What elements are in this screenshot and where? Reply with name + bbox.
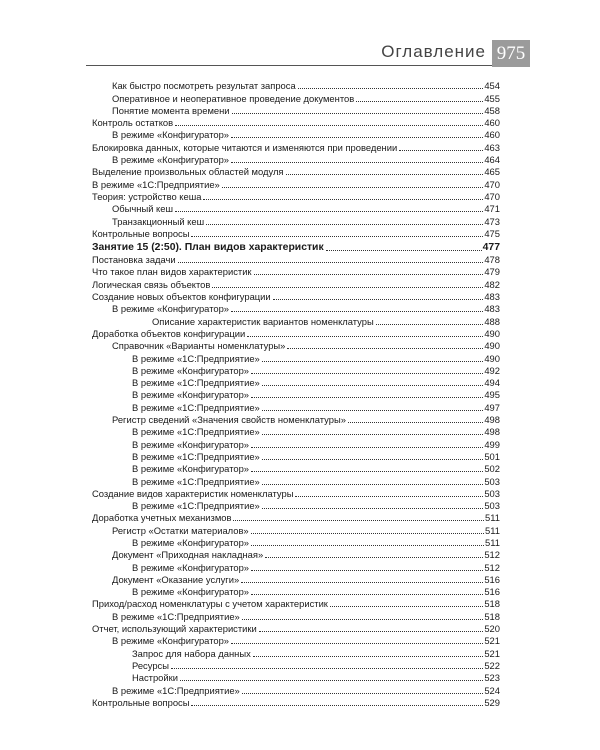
dot-leader: [376, 324, 484, 325]
header-title: Оглавление: [381, 42, 486, 61]
dot-leader: [242, 619, 484, 620]
toc-entry[interactable]: [92, 389, 500, 401]
dot-leader: [191, 236, 483, 237]
toc-entry[interactable]: [92, 266, 500, 278]
toc-entry-title: Контрольные вопросы: [92, 227, 190, 239]
dot-leader: [251, 533, 484, 534]
toc-entry[interactable]: [92, 586, 500, 598]
toc-entry-title: В режиме «1С:Предприятие»: [132, 475, 260, 487]
toc-entry[interactable]: [92, 278, 500, 290]
toc-entry-title: В режиме «1С:Предприятие»: [112, 610, 240, 622]
toc-entry[interactable]: [92, 215, 500, 227]
toc-entry-title: Регистр сведений «Значения свойств номенклатуры»: [112, 414, 346, 426]
toc-entry[interactable]: [92, 463, 500, 475]
toc-entry-page: 482: [484, 278, 500, 290]
toc-entry[interactable]: [92, 684, 500, 696]
toc-entry-title: Теория: устройство кеша: [92, 190, 202, 202]
toc-entry-page: 479: [484, 266, 500, 278]
toc-entry-page: 502: [484, 463, 500, 475]
toc-entry[interactable]: [92, 352, 500, 364]
toc-entry[interactable]: [92, 623, 500, 635]
toc-entry-title: Контроль остатков: [92, 117, 174, 129]
toc-entry-page: 518: [484, 610, 500, 622]
dot-leader: [231, 162, 483, 163]
toc-entry-page: 498: [484, 414, 500, 426]
toc-entry-title: В режиме «1С:Предприятие»: [132, 401, 260, 413]
header-rule: [86, 65, 492, 66]
toc-entry-title: В режиме «1С:Предприятие»: [92, 178, 220, 190]
toc-entry-title: Выделение произвольных областей модуля: [92, 166, 284, 178]
toc-entry-page: 516: [484, 573, 500, 585]
toc-entry-title: Приход/расход номенклатуры с учетом характеристик: [92, 598, 328, 610]
dot-leader: [295, 496, 483, 497]
toc-entry-page: 465: [484, 166, 500, 178]
toc-entry-title: Создание видов характеристик номенклатуры: [92, 487, 294, 499]
dot-leader: [262, 361, 484, 362]
toc-entry[interactable]: [92, 635, 500, 647]
toc-entry-title: В режиме «1С:Предприятие»: [132, 450, 260, 462]
toc-entry[interactable]: [92, 291, 500, 303]
toc-entry[interactable]: [92, 697, 500, 709]
toc-entry[interactable]: [92, 129, 500, 141]
toc-entry[interactable]: [92, 549, 500, 561]
toc-entry-page: 460: [484, 129, 500, 141]
dot-leader: [262, 434, 484, 435]
toc-entry[interactable]: [92, 141, 500, 153]
toc-entry[interactable]: [92, 92, 500, 104]
toc-entry-title: В режиме «Конфигуратор»: [132, 389, 250, 401]
dot-leader: [251, 397, 483, 398]
dot-leader: [171, 668, 483, 669]
toc-entry-page: 511: [485, 536, 500, 548]
toc-entry[interactable]: [92, 488, 500, 500]
toc-entry-page: 454: [484, 80, 500, 92]
toc-entry-page: 521: [484, 647, 500, 659]
toc-entry[interactable]: [92, 414, 500, 426]
toc-entry[interactable]: [92, 647, 500, 659]
toc-entry[interactable]: [92, 524, 500, 536]
toc-entry[interactable]: [92, 328, 500, 340]
toc-entry-page: 463: [484, 141, 500, 153]
toc-entry-page: 458: [484, 104, 500, 116]
dot-leader: [262, 508, 484, 509]
toc-entry[interactable]: [92, 80, 500, 92]
toc-entry[interactable]: [92, 500, 500, 512]
dot-leader: [222, 187, 484, 188]
dot-leader: [212, 287, 483, 288]
toc-entry-page: 523: [484, 672, 500, 684]
dot-leader: [298, 88, 484, 89]
dot-leader: [175, 211, 483, 212]
toc-entry[interactable]: [92, 105, 500, 117]
dot-leader: [348, 422, 483, 423]
dot-leader: [180, 680, 483, 681]
toc-entry[interactable]: [92, 660, 500, 672]
dot-leader: [251, 373, 483, 374]
dot-leader: [233, 520, 484, 521]
toc-entry-page: 483: [484, 291, 500, 303]
toc-entry-title: Отчет, использующий характеристики: [92, 623, 257, 635]
dot-leader: [242, 693, 484, 694]
toc-entry-title: Контрольные вопросы: [92, 696, 190, 708]
toc-entry-page: 470: [484, 178, 500, 190]
toc-entry-page: 529: [484, 696, 500, 708]
toc-entry-title: Блокировка данных, которые читаются и изменяются при проведении: [92, 141, 398, 153]
dot-leader: [251, 447, 483, 448]
page-number: 975: [492, 40, 530, 67]
toc-entry[interactable]: [92, 426, 500, 438]
toc-entry-title: Доработка объектов конфигурации: [92, 327, 246, 339]
dot-leader: [287, 348, 483, 349]
toc-entry-title: Доработка учетных механизмов: [92, 512, 232, 524]
toc-entry-page: 520: [484, 623, 500, 635]
toc-entry-title: Обычный кеш: [112, 203, 173, 215]
toc-entry-title: Что такое план видов характеристик: [92, 266, 252, 278]
dot-leader: [191, 705, 483, 706]
toc-entry[interactable]: [92, 377, 500, 389]
toc-entry-page: 460: [484, 117, 500, 129]
dot-leader: [399, 150, 483, 151]
toc-entry-title: Документ «Оказание услуги»: [112, 573, 240, 585]
toc-entry-title: В режиме «Конфигуратор»: [132, 536, 250, 548]
dot-leader: [175, 125, 483, 126]
toc-entry-page: 503: [484, 500, 500, 512]
toc-entry-page: 516: [484, 586, 500, 598]
dot-leader: [286, 174, 484, 175]
dot-leader: [247, 336, 483, 337]
toc-entry-title: В режиме «Конфигуратор»: [112, 154, 230, 166]
toc-entry-title: В режиме «Конфигуратор»: [112, 635, 230, 647]
toc-entry[interactable]: [92, 365, 500, 377]
toc-entry-title: В режиме «Конфигуратор»: [112, 303, 230, 315]
toc-entry-title: В режиме «1С:Предприятие»: [132, 352, 260, 364]
dot-leader: [273, 299, 484, 300]
toc-entry-title: Справочник «Варианты номенклатуры»: [112, 340, 286, 352]
dot-leader: [251, 545, 484, 546]
toc-entry-page: 477: [482, 241, 500, 253]
toc-entry[interactable]: [92, 438, 500, 450]
toc-entry-page: 498: [484, 426, 500, 438]
toc-entry-title: В режиме «Конфигуратор»: [132, 561, 250, 573]
toc-entry-title: Настройки: [132, 672, 178, 684]
toc-entry-page: 490: [484, 340, 500, 352]
toc-entry-page: 475: [484, 227, 500, 239]
toc-entry[interactable]: [92, 340, 500, 352]
toc-entry-page: 518: [484, 598, 500, 610]
dot-leader: [262, 410, 484, 411]
toc-entry-title: Регистр «Остатки материалов»: [112, 524, 249, 536]
toc-entry-page: 524: [484, 684, 500, 696]
toc-entry-title: Занятие 15 (2:50). План видов характеристик: [92, 241, 324, 253]
toc-entry[interactable]: [92, 537, 500, 549]
toc-entry-page: 499: [484, 438, 500, 450]
dot-leader: [251, 471, 483, 472]
toc-entry[interactable]: [92, 561, 500, 573]
dot-leader: [251, 594, 483, 595]
toc-entry-page: 490: [484, 327, 500, 339]
dot-leader: [262, 459, 484, 460]
toc-entry-page: 521: [484, 635, 500, 647]
dot-leader: [262, 385, 484, 386]
toc-entry-title: В режиме «Конфигуратор»: [112, 129, 230, 141]
toc-entry-title: В режиме «Конфигуратор»: [132, 463, 250, 475]
toc-entry-title: Логическая связь объектов: [92, 278, 211, 290]
toc-entry-page: 512: [484, 561, 500, 573]
toc-entry-page: 470: [484, 190, 500, 202]
toc-entry[interactable]: [92, 166, 500, 178]
toc-entry-title: В режиме «Конфигуратор»: [132, 364, 250, 376]
toc-chapter-entry[interactable]: [92, 240, 500, 254]
toc-entry[interactable]: [92, 475, 500, 487]
toc-entry-page: 464: [484, 154, 500, 166]
toc-entry-title: Ресурсы: [132, 659, 169, 671]
dot-leader: [259, 631, 484, 632]
toc-entry[interactable]: [92, 154, 500, 166]
running-header: [86, 40, 530, 70]
toc-entry-page: 471: [484, 203, 500, 215]
toc-entry-title: Запрос для набора данных: [132, 647, 251, 659]
toc-entry[interactable]: [92, 672, 500, 684]
toc-entry-page: 483: [484, 303, 500, 315]
toc-entry-title: Как быстро посмотреть результат запроса: [112, 80, 296, 92]
toc-entry-page: 473: [484, 215, 500, 227]
toc-entry-page: 488: [484, 315, 500, 327]
dot-leader: [251, 570, 483, 571]
toc-entry-page: 497: [484, 401, 500, 413]
toc-entry-title: Описание характеристик вариантов номенклатуры: [152, 315, 374, 327]
dot-leader: [254, 274, 484, 275]
dot-leader: [253, 656, 484, 657]
table-of-contents: [92, 80, 500, 709]
dot-leader: [231, 311, 483, 312]
toc-entry-page: 494: [484, 377, 500, 389]
toc-entry-page: 512: [484, 549, 500, 561]
toc-entry-title: Создание новых объектов конфигурации: [92, 291, 271, 303]
toc-entry-title: Транзакционный кеш: [112, 215, 205, 227]
toc-entry-page: 501: [484, 450, 500, 462]
toc-entry-title: В режиме «1С:Предприятие»: [112, 684, 240, 696]
toc-entry[interactable]: [92, 451, 500, 463]
toc-entry-page: 503: [484, 487, 500, 499]
toc-entry[interactable]: [92, 178, 500, 190]
dot-leader: [262, 484, 484, 485]
toc-entry-page: 511: [485, 512, 500, 524]
toc-entry-page: 478: [484, 254, 500, 266]
toc-entry-page: 511: [485, 524, 500, 536]
toc-entry-page: 490: [484, 352, 500, 364]
toc-entry-page: 492: [484, 364, 500, 376]
toc-entry-title: Документ «Приходная накладная»: [112, 549, 264, 561]
toc-entry[interactable]: [92, 512, 500, 524]
toc-entry-title: В режиме «1С:Предприятие»: [132, 500, 260, 512]
dot-leader: [206, 224, 483, 225]
toc-entry-title: В режиме «Конфигуратор»: [132, 438, 250, 450]
toc-entry[interactable]: [92, 254, 500, 266]
toc-entry[interactable]: [92, 401, 500, 413]
dot-leader: [232, 113, 484, 114]
toc-entry[interactable]: [92, 574, 500, 586]
toc-entry[interactable]: [92, 117, 500, 129]
toc-entry-page: 503: [484, 475, 500, 487]
toc-entry[interactable]: [92, 610, 500, 622]
dot-leader: [330, 606, 483, 607]
dot-leader: [326, 250, 482, 251]
toc-entry[interactable]: [92, 315, 500, 327]
dot-leader: [241, 582, 483, 583]
dot-leader: [265, 557, 483, 558]
dot-leader: [178, 262, 484, 263]
toc-entry[interactable]: [92, 303, 500, 315]
dot-leader: [203, 199, 483, 200]
toc-entry-title: Постановка задачи: [92, 254, 176, 266]
toc-entry-title: Оперативное и неоперативное проведение документов: [112, 92, 355, 104]
dot-leader: [231, 137, 483, 138]
toc-entry-title: В режиме «1С:Предприятие»: [132, 426, 260, 438]
toc-entry-title: Понятие момента времени: [112, 104, 230, 116]
dot-leader: [231, 643, 483, 644]
toc-entry-page: 455: [484, 92, 500, 104]
toc-entry-title: В режиме «1С:Предприятие»: [132, 377, 260, 389]
toc-entry-page: 522: [484, 659, 500, 671]
toc-entry-page: 495: [484, 389, 500, 401]
toc-entry[interactable]: [92, 203, 500, 215]
toc-entry[interactable]: [92, 228, 500, 240]
toc-entry[interactable]: [92, 191, 500, 203]
dot-leader: [356, 101, 483, 102]
toc-entry[interactable]: [92, 598, 500, 610]
toc-entry-title: В режиме «Конфигуратор»: [132, 586, 250, 598]
